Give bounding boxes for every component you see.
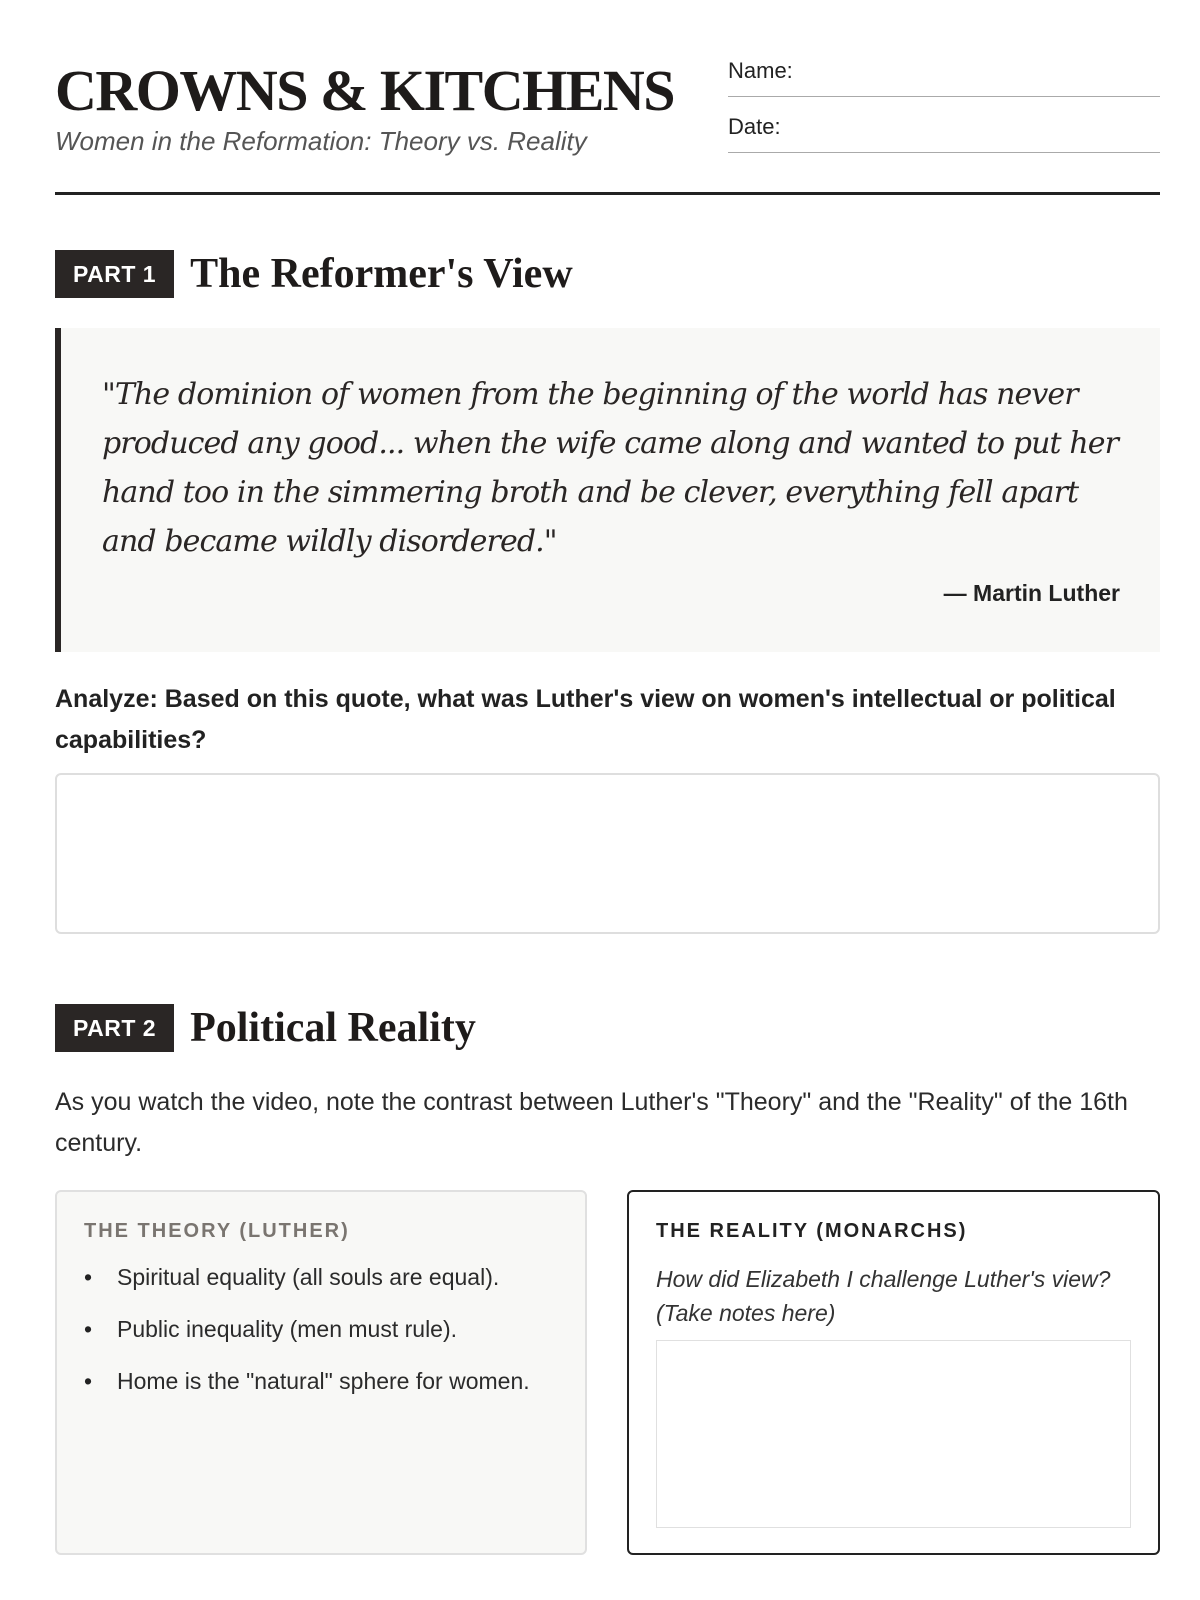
reality-card — [627, 1190, 1160, 1555]
theory-list — [84, 1258, 554, 1414]
reality-heading: THE REALITY (MONARCHS) — [656, 1220, 968, 1242]
name-field[interactable] — [728, 56, 1160, 97]
theory-card — [55, 1190, 587, 1555]
theory-item — [84, 1310, 554, 1348]
worksheet-title: CROWNS & KITCHENS — [55, 58, 675, 123]
student-info-fields — [728, 56, 1160, 168]
quote-attribution: — Martin Luther — [943, 580, 1120, 606]
worksheet-header — [55, 0, 1160, 195]
reality-notes-box[interactable] — [656, 1340, 1131, 1528]
part2-title: Political Reality — [190, 1005, 476, 1051]
worksheet-page — [55, 0, 1160, 1394]
analyze-answer-box[interactable] — [55, 773, 1160, 934]
analyze-question: Analyze: Based on this quote, what was Luther's view on women's intellectual or political capabilities? — [55, 685, 1116, 754]
theory-item — [84, 1362, 554, 1400]
part2-header — [55, 1004, 476, 1052]
name-label: Name: — [728, 58, 793, 83]
bullet-icon: • — [84, 1316, 93, 1342]
part1-header — [55, 250, 573, 298]
bullet-icon: • — [84, 1368, 93, 1394]
part1-badge: PART 1 — [55, 250, 174, 298]
theory-item-text: Home is the "natural" sphere for women. — [117, 1368, 530, 1394]
theory-item-text: Public inequality (men must rule). — [117, 1316, 458, 1342]
theory-heading: THE THEORY (LUTHER) — [84, 1220, 350, 1242]
date-field[interactable] — [728, 112, 1160, 153]
theory-item-text: Spiritual equality (all souls are equal). — [117, 1264, 500, 1290]
quote-text: "The dominion of women from the beginning of the world has never produced any good... when the wife came along and wanted to put her hand too in the simmering broth and be clever, everything fell apart and became wildly disordered." — [102, 377, 1119, 559]
part2-instructions: As you watch the video, note the contrast between Luther's "Theory" and the "Reality" of the 16th century. — [55, 1088, 1128, 1157]
date-label: Date: — [728, 114, 781, 139]
reality-prompt: How did Elizabeth I challenge Luther's view? (Take notes here) — [656, 1266, 1111, 1326]
part2-badge: PART 2 — [55, 1004, 174, 1052]
theory-item — [84, 1258, 554, 1296]
worksheet-subtitle: Women in the Reformation: Theory vs. Reality — [55, 126, 587, 156]
bullet-icon: • — [84, 1264, 93, 1290]
part1-title: The Reformer's View — [190, 251, 573, 297]
luther-quote-block — [55, 328, 1160, 652]
